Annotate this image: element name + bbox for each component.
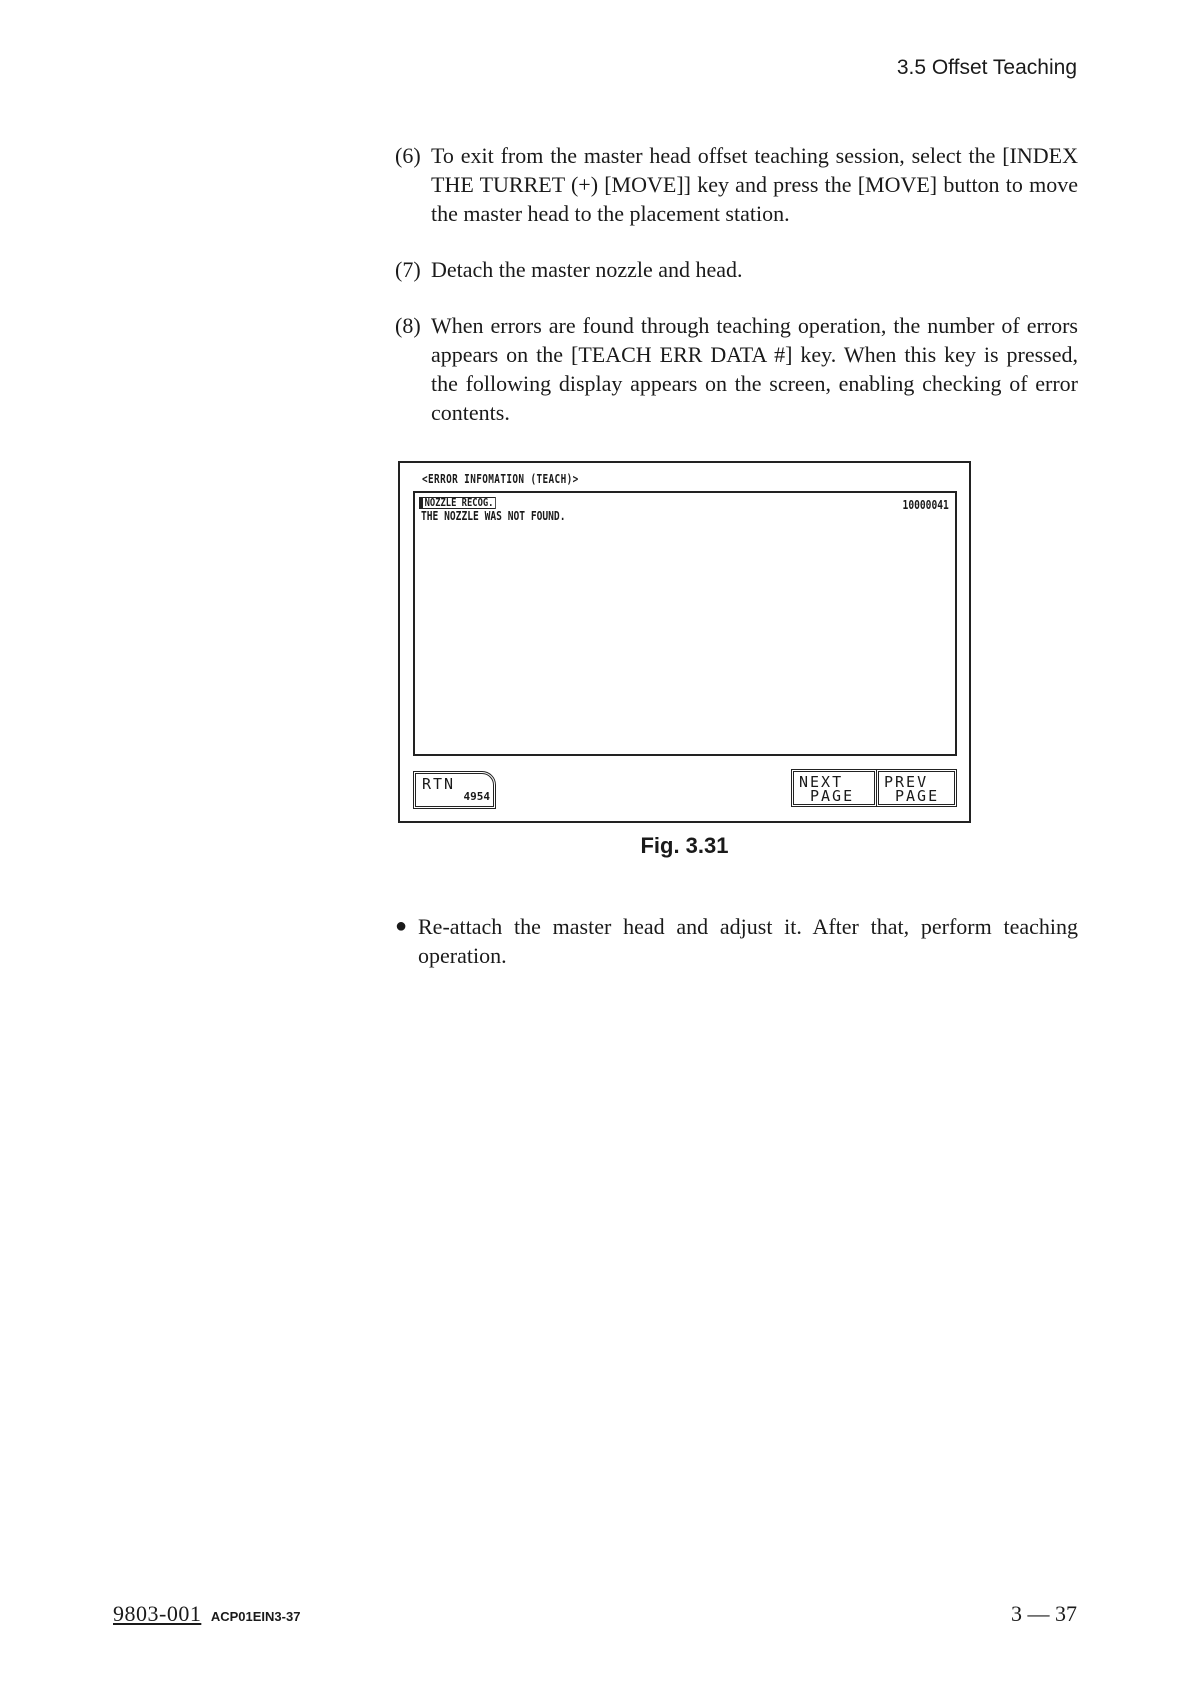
error-message: THE NOZZLE WAS NOT FOUND. [421, 509, 566, 523]
page-number: 3 — 37 [1011, 1601, 1077, 1626]
bullet-note [395, 912, 1078, 970]
bullet-icon: ● [395, 915, 408, 937]
step-text: Detach the master nozzle and head. [431, 257, 743, 282]
step-text: When errors are found through teaching operation, the number of errors appears on the [TEACH ERR DATA #] key. When this key is pressed, the following display appears on the screen, enabling checking of error contents. [431, 313, 1078, 425]
prev-page-label-line2: PAGE [895, 787, 940, 805]
return-button-code: 4954 [463, 790, 490, 803]
bullet-text: Re-attach the master head and adjust it. After that, perform teaching operation. [418, 914, 1078, 968]
step-number: (7) [395, 257, 421, 282]
error-code: 10000041 [902, 498, 949, 512]
next-page-label-line2: PAGE [810, 787, 855, 805]
next-page-label-line1: NEXT [799, 773, 844, 791]
error-information-screen [398, 461, 971, 823]
return-button-label: RTN [422, 775, 456, 793]
document-number: 9803-001 [113, 1601, 202, 1626]
step-6 [395, 141, 1078, 228]
error-type-tag: NOZZLE RECOG. [419, 497, 496, 509]
step-8 [395, 311, 1078, 427]
step-number: (6) [395, 143, 421, 168]
prev-page-button[interactable] [876, 769, 957, 807]
error-message-area [413, 491, 957, 756]
return-button[interactable] [413, 771, 496, 809]
next-page-button[interactable] [791, 769, 877, 807]
footer-document-id [113, 1601, 300, 1627]
screen-title: <ERROR INFOMATION (TEACH)> [422, 472, 579, 486]
prev-page-label-line1: PREV [884, 773, 929, 791]
procedure-steps [395, 141, 1078, 454]
section-header: 3.5 Offset Teaching [896, 56, 1077, 79]
step-number: (8) [395, 313, 421, 338]
figure-caption: Fig. 3.31 [640, 833, 729, 858]
document-code: ACP01EIN3-37 [210, 1609, 301, 1624]
step-text: To exit from the master head offset teaching session, select the [INDEX THE TURRET (+) [MOVE]] key and press the [MOVE] button to move the master head to the placement station. [431, 143, 1078, 226]
step-7 [395, 255, 1078, 284]
